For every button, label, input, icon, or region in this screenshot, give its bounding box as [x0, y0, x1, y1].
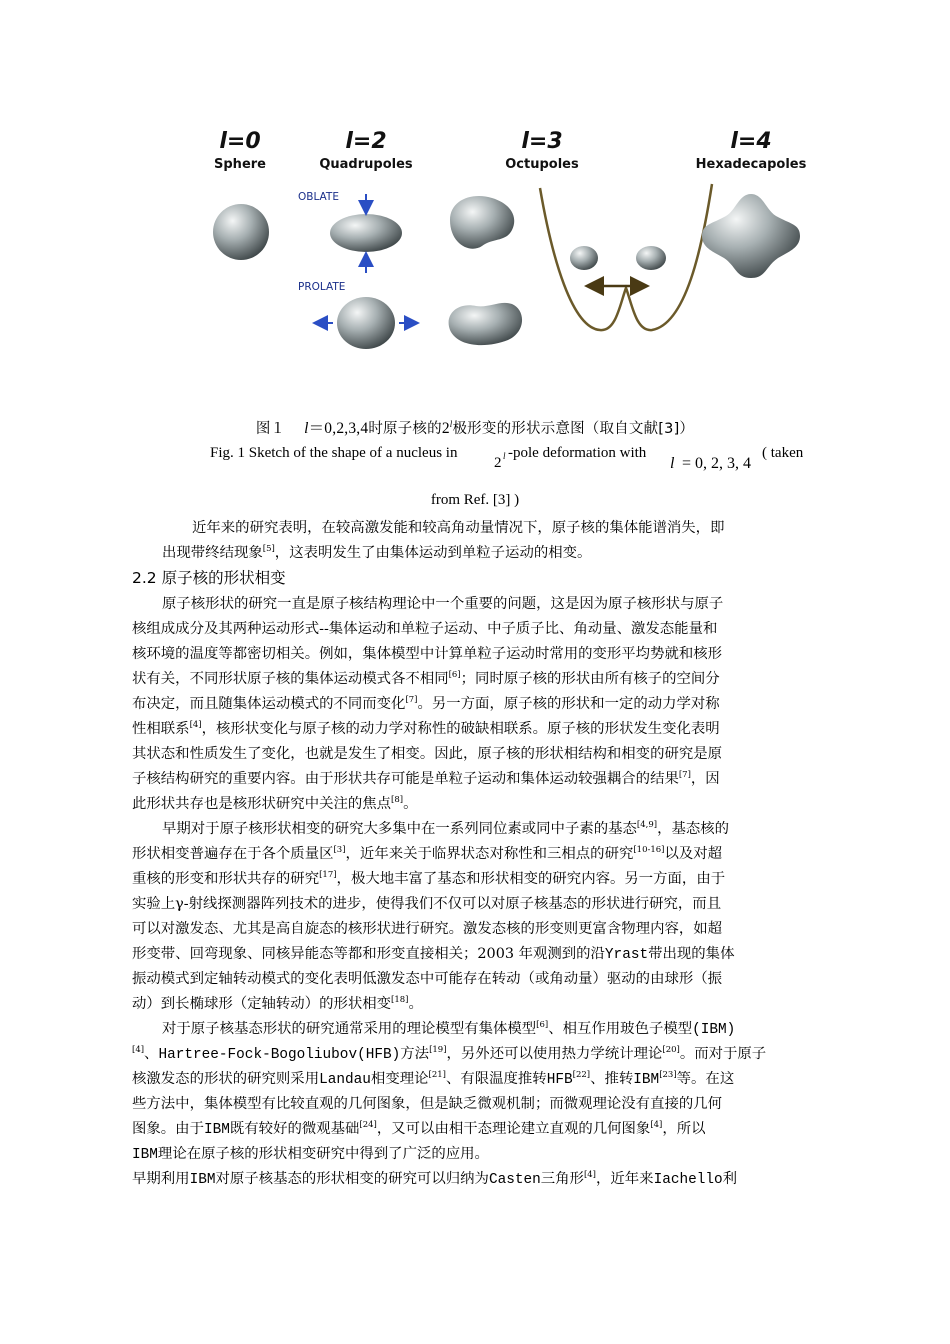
inline-term: Landau	[319, 1072, 371, 1088]
prolate-label: PROLATE	[298, 281, 346, 293]
text-run: 动）到长椭球形（定轴转动）的形状相变	[132, 996, 392, 1012]
p2-line-7: 振动模式到定轴转动模式的变化表明低激发态中可能存在转动（或角动量）驱动的由球形（振	[132, 971, 723, 987]
text-run: 核激发态的形状的研究则采用	[132, 1071, 320, 1087]
text-run: ，基态核的	[657, 821, 730, 837]
text-run: 此形状共存也是核形状研究中关注的焦点	[132, 796, 392, 812]
text-run: 图象。由于	[132, 1121, 204, 1137]
inline-term: IBM	[132, 1147, 158, 1163]
section-title: 2.2 原子核的形状相变	[132, 569, 286, 587]
text-run: 子核结构研究的重要内容。由于形状共存可能是单粒子运动和集体运动较强耦合的结果	[132, 771, 679, 787]
text-run: 早期对于原子核形状相变的研究大多集中在一系列同位素或同中子素的基态	[162, 821, 637, 837]
p3-line-5	[132, 1117, 706, 1138]
p1-line-5	[132, 692, 720, 713]
text-run: 相变理论	[370, 1071, 429, 1087]
panel-l4-name: Hexadecapoles	[695, 157, 807, 172]
p1-line-8	[132, 767, 720, 788]
text-run: 。	[403, 796, 418, 812]
caption-cn-l: l	[304, 420, 309, 437]
text-run: 方法	[400, 1046, 430, 1062]
panel-l2-label: l=2	[345, 129, 387, 154]
oblate-label: OBLATE	[298, 191, 339, 203]
panel-l3-label: l=3	[521, 129, 563, 154]
caption-en-taken: ( taken	[762, 445, 804, 461]
p3-line-1	[162, 1017, 735, 1038]
text-run: ，核形状变化与原子核的动力学对称性的破缺相联系。原子核的形状发生变化表明	[201, 721, 720, 737]
nuclear-shapes-diagram	[200, 128, 820, 408]
citation: [18]	[391, 995, 409, 1005]
p0-line-2	[162, 541, 591, 562]
caption-en-part2: -pole deformation with	[508, 445, 647, 461]
inline-term: IBM	[633, 1072, 660, 1088]
prolate-shape	[337, 297, 395, 349]
p1-line-9	[132, 792, 418, 813]
inline-term: Iachello	[653, 1172, 723, 1188]
inline-term: Hartree-Fock-Bogoliubov(HFB)	[158, 1047, 401, 1063]
p2-line-4: 实验上γ-射线探测器阵列技术的进步，使得我们不仅可以对原子核基态的形状进行研究，而且	[132, 896, 722, 912]
citation: [4]	[650, 1120, 663, 1130]
citation: [7]	[405, 695, 418, 705]
citation: [6]	[536, 1020, 549, 1030]
text-run: 早期利用	[132, 1171, 190, 1187]
text-run: 三角形	[540, 1171, 584, 1187]
text-run: 、推转	[590, 1071, 634, 1087]
citation: [10-16]	[633, 845, 665, 855]
text-run: 利	[722, 1171, 738, 1187]
inline-term: IBM	[203, 1122, 230, 1138]
p1-line-2: 核组成成分及其两种运动形式--集体运动和单粒子运动、中子质子比、角动量、激发态能量和	[132, 621, 718, 637]
double-well-potential	[540, 184, 712, 330]
text-run: 、相互作用玻色子模型	[548, 1021, 693, 1037]
citation: [8]	[391, 795, 404, 805]
caption-en-vals: = 0, 2, 3, 4	[682, 455, 752, 472]
text-run: ，因	[690, 771, 720, 787]
p1-line-4	[132, 667, 720, 688]
text-run: ，极大地丰富了基态和形状相变的研究内容。另一方面，由于	[336, 871, 726, 887]
caption-en-pole-sup: l	[503, 451, 506, 461]
text-run: 对于原子核基态形状的研究通常采用的理论模型有集体模型	[162, 1021, 537, 1037]
panel-l4-label: l=4	[730, 129, 772, 154]
citation: [4]	[583, 1170, 596, 1180]
p1-line-6	[132, 717, 720, 738]
p2-line-3	[132, 867, 725, 888]
citation: [4]	[189, 720, 202, 730]
text-run: ，另外还可以使用热力学统计理论	[446, 1046, 663, 1062]
text-run: ，这表明发生了由集体运动到单粒子运动的相变。	[274, 545, 592, 561]
text-run: 性相联系	[132, 721, 190, 737]
hexadecapole-shape	[702, 194, 800, 278]
text-run: 既有较好的微观基础	[229, 1121, 360, 1137]
caption-cn-vals: ＝0,2,3,4	[308, 420, 369, 437]
caption-cn-two: 2	[441, 420, 450, 437]
citation: [24]	[359, 1120, 377, 1130]
caption-cn-suffix: 极形变的形状示意图（取自文献[3]）	[452, 421, 695, 437]
text-run: 。而对于原子	[679, 1046, 767, 1062]
text-run: 。另一方面，原子核的形状和一定的动力学对称	[417, 696, 720, 712]
citation: [20]	[662, 1045, 680, 1055]
text-run: ，近年来关于临界状态对称性和三相点的研究	[345, 846, 634, 862]
panel-l0-name: Sphere	[214, 157, 266, 172]
text-run: 、有限温度推转	[445, 1071, 547, 1087]
citation: [21]	[428, 1070, 446, 1080]
p1-line-1: 原子核形状的研究一直是原子核结构理论中一个重要的问题，这是因为原子核形状与原子	[162, 596, 724, 612]
text-run: 布决定，而且随集体运动模式的不同而变化	[132, 696, 406, 712]
text-run: ，近年来	[596, 1171, 654, 1187]
p2-line-6	[132, 942, 734, 963]
text-run: ，又可以由相干态理论建立直观的几何图象	[376, 1121, 651, 1137]
inline-term: IBM	[189, 1172, 216, 1188]
citation: [22]	[572, 1070, 591, 1080]
text-run: 等。在这	[676, 1071, 735, 1087]
text-run: ，所以	[662, 1121, 706, 1137]
text-run: 对原子核基态的形状相变的研究可以归纳为	[215, 1171, 489, 1187]
p2-line-5: 可以对激发态、尤其是高自旋态的核形状进行研究。激发态核的形变则更富含物理内容，如超	[132, 921, 723, 937]
figure-caption-en-line2: from Ref. [3] )	[430, 492, 520, 508]
figure-1	[200, 128, 820, 408]
inline-term: (IBM)	[692, 1022, 736, 1038]
text-run: 。	[408, 996, 423, 1012]
p4-line-1	[132, 1167, 737, 1188]
p1-line-3: 核环境的温度等都密切相关。例如，集体模型中计算单粒子运动时常用的变形平均势就和核形	[132, 646, 723, 662]
citation: [4]	[132, 1045, 145, 1055]
p3-line-2	[132, 1042, 766, 1063]
octupole-shape-top	[450, 196, 514, 249]
panel-l0-label: l=0	[219, 129, 261, 154]
citation: [17]	[319, 870, 337, 880]
text-run: ；同时原子核的形状由所有核子的空间分	[460, 671, 720, 687]
panel-l2-name: Quadrupoles	[319, 157, 413, 172]
caption-en-part1: Fig. 1 Sketch of the shape of a nucleus in	[210, 445, 458, 461]
text-run: 出现带终结现象	[162, 545, 263, 561]
text-run: 重核的形变和形状共存的研究	[132, 871, 320, 887]
text-run: 带出现的集体	[648, 946, 735, 962]
inline-term: Yrast	[604, 947, 649, 963]
p3-line-6	[132, 1142, 489, 1163]
caption-en-l: l	[670, 455, 675, 472]
caption-cn-sup: l	[449, 419, 453, 430]
citation: [23]	[659, 1070, 677, 1080]
caption-cn-math	[304, 420, 368, 437]
text-run: 理论在原子核的形状相变研究中得到了广泛的应用。	[157, 1146, 489, 1162]
p2-line-1	[162, 817, 729, 838]
oblate-shape	[330, 214, 402, 252]
panel-l3-name: Octupoles	[505, 157, 579, 172]
caption-cn-prefix: 图１	[255, 421, 286, 437]
inline-term: HFB	[546, 1072, 573, 1088]
p1-line-7: 其状态和性质发生了变化，也就是发生了相变。因此，原子核的形状相结构和相变的研究是原	[132, 746, 723, 762]
p2-line-2	[132, 842, 722, 863]
octupole-shape-bottom	[449, 303, 522, 345]
p3-line-3	[132, 1067, 734, 1088]
text-run: 、	[144, 1046, 159, 1062]
p3-line-4: 些方法中，集体模型有比较直观的几何图象，但是缺乏微观机制；而微观理论没有直接的几何	[132, 1096, 723, 1112]
citation: [19]	[429, 1045, 447, 1055]
citation: [7]	[678, 770, 691, 780]
caption-cn-mid: 时原子核的	[368, 421, 442, 437]
citation: [6]	[448, 670, 461, 680]
citation: [5]	[262, 544, 275, 554]
caption-en-pole-base: 2	[494, 455, 502, 471]
figure-caption-cn	[0, 416, 950, 438]
p0-line-1: 近年来的研究表明，在较高激发能和较高角动量情况下，原子核的集体能谱消失，即	[192, 520, 725, 536]
inline-term: Casten	[488, 1172, 541, 1188]
citation: [3]	[333, 845, 346, 855]
sphere-shape	[213, 204, 269, 260]
well-nucleus-left	[570, 246, 598, 270]
text-run: 形状相变普遍存在于各个质量区	[132, 846, 334, 862]
text-run: 形变带、回弯现象、同核异能态等都和形变直接相关；2003 年观测到的沿	[132, 946, 605, 962]
text-run: 以及对超	[664, 846, 723, 862]
text-run: 状有关，不同形状原子核的集体运动模式各不相同	[132, 671, 449, 687]
well-nucleus-right	[636, 246, 666, 270]
citation: [4,9]	[636, 820, 658, 830]
p2-line-8	[132, 992, 423, 1013]
